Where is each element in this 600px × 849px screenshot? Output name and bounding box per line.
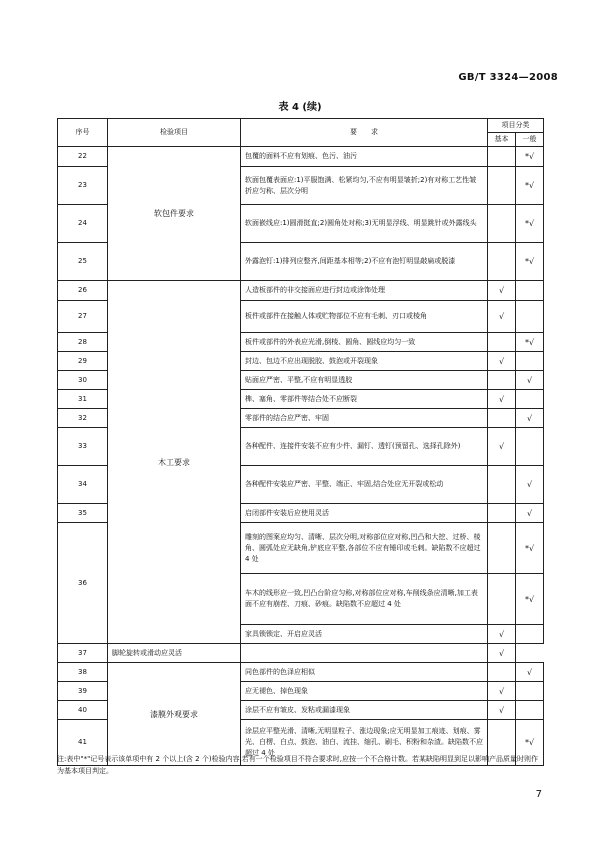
header-seq: 序号: [58, 119, 108, 147]
table-title: 表 4 (续): [278, 102, 322, 113]
general-mark: *√: [516, 205, 544, 243]
general-mark: *√: [516, 333, 544, 352]
requirement-cell: 包覆的面料不应有划痕、色污、油污: [241, 147, 488, 167]
row-number: 39: [58, 682, 108, 701]
table-row: [58, 644, 544, 663]
requirement-cell: 车木的线形应一致,凹凸台阶应匀称,对称部位应对称,车削线条应清晰,加工表面不应有崩茬、刀痕、砂痕。缺陷数不应超过 4 处: [241, 574, 488, 625]
general-mark: √: [488, 644, 516, 663]
group-label: 漆膜外观要求: [108, 663, 241, 766]
general-mark: *√: [516, 147, 544, 167]
table-row: [58, 281, 544, 301]
row-number: 38: [58, 663, 108, 682]
basic-mark: [241, 644, 488, 663]
row-number: 22: [58, 147, 108, 167]
row-number: 33: [58, 428, 108, 466]
row-number: 30: [58, 371, 108, 390]
general-mark: √: [516, 504, 544, 523]
general-mark: [516, 682, 544, 701]
basic-mark: √: [488, 390, 516, 409]
requirement-cell: 应无褪色、掉色现象: [241, 682, 488, 701]
general-mark: [516, 301, 544, 333]
basic-mark: √: [488, 352, 516, 371]
requirement-cell: 板件或部件在接触人体或贮物部位不应有毛刺、刃口或棱角: [241, 301, 488, 333]
row-number: 31: [58, 390, 108, 409]
row-number: 41: [58, 720, 108, 766]
requirement-cell: 涂层不应有皱皮、发粘或漏漆现象: [241, 701, 488, 720]
row-number: 28: [58, 333, 108, 352]
requirement-cell: 软面嵌线应:1)圆滑挺直;2)圆角处对称;3)无明显浮线、明显跳针或外露线头: [241, 205, 488, 243]
requirement-cell: 脚轮旋转或滑动应灵活: [108, 644, 241, 663]
basic-mark: [488, 504, 516, 523]
header-item: 检验项目: [108, 119, 241, 147]
inspection-table: [57, 118, 544, 766]
general-mark: [516, 390, 544, 409]
requirement-cell: 各种配件、连接件安装不应有少件、漏钉、透钉(预留孔、选择孔除外): [241, 428, 488, 466]
row-number: 23: [58, 167, 108, 205]
basic-mark: [488, 371, 516, 390]
basic-mark: √: [488, 281, 516, 301]
basic-mark: √: [488, 428, 516, 466]
table-row: [58, 147, 544, 167]
general-mark: √: [516, 371, 544, 390]
basic-mark: [488, 466, 516, 504]
requirement-cell: 各种配件安装应严密、平整、端正、牢固,结合处应无开裂或松动: [241, 466, 488, 504]
basic-mark: √: [488, 682, 516, 701]
row-number: 27: [58, 301, 108, 333]
table-footnote: 注:表中"*"记号表示该单项中有 2 个以上(含 2 个)检验内容,若有一个检验项目不符合要求时,应按一个不合格计数。若某缺陷明显到足以影响产品质量时则作为基本项目判定。: [57, 755, 539, 775]
requirement-cell: 家具锁锁定、开启应灵活: [241, 625, 488, 644]
general-mark: *√: [516, 720, 544, 766]
row-number: 32: [58, 409, 108, 428]
row-number: 40: [58, 701, 108, 720]
requirement-cell: 外露泡钉:1)排列应整齐,间距基本相等;2)不应有泡钉明显敲扁或脱漆: [241, 243, 488, 281]
requirement-cell: 板件或部件的外表应光滑,倒棱、圆角、圆线应均匀一致: [241, 333, 488, 352]
general-mark: *√: [516, 523, 544, 574]
header-category: 项目分类: [488, 119, 544, 133]
requirement-cell: 涂层应平整光滑、清晰,无明显粒子、涨边现象;应无明显加工痕迹、划痕、雾光、白楞、白点、鼓泡、油白、流挂、缩孔、刷毛、积粉和杂渣。缺陷数不应超过 4 处: [241, 720, 488, 766]
basic-mark: √: [488, 301, 516, 333]
row-number: 25: [58, 243, 108, 281]
requirement-cell: 软面包覆表面应:1)平服饱满、松紧均匀,不应有明显皱折;2)有对称工艺性皱折应匀称、层次分明: [241, 167, 488, 205]
basic-mark: [488, 409, 516, 428]
general-mark: [516, 281, 544, 301]
general-mark: *√: [516, 167, 544, 205]
row-number: 29: [58, 352, 108, 371]
basic-mark: [488, 523, 516, 574]
table-row: [58, 663, 544, 682]
row-number: 34: [58, 466, 108, 504]
row-number: 35: [58, 504, 108, 523]
header-requirement: 要 求: [241, 119, 488, 147]
group-label: 软包件要求: [108, 147, 241, 281]
basic-mark: √: [488, 625, 516, 644]
requirement-cell: 零部件的结合应严密、牢固: [241, 409, 488, 428]
basic-mark: [488, 333, 516, 352]
requirement-cell: 人造板部件的非交接面应进行封边或涂饰处理: [241, 281, 488, 301]
general-mark: [516, 428, 544, 466]
general-mark: √: [516, 663, 544, 682]
standard-code: GB/T 3324—2008: [458, 72, 558, 83]
general-mark: *√: [516, 243, 544, 281]
page-number: 7: [535, 789, 542, 800]
row-number: 37: [58, 644, 108, 663]
basic-mark: [488, 574, 516, 625]
general-mark: [516, 352, 544, 371]
requirement-cell: 贴面应严密、平整,不应有明显透胶: [241, 371, 488, 390]
requirement-cell: 榫、塞角、零部件等结合处不应断裂: [241, 390, 488, 409]
basic-mark: [488, 243, 516, 281]
basic-mark: √: [488, 701, 516, 720]
general-mark: √: [516, 466, 544, 504]
header-basic: 基本: [488, 133, 516, 147]
requirement-cell: 同色部件的色泽应相似: [241, 663, 488, 682]
requirement-cell: 启闭部件安装后应使用灵活: [241, 504, 488, 523]
group-label: 木工要求: [108, 281, 241, 644]
requirement-cell: 封边、包边不应出现脱胶、鼓泡或开裂现象: [241, 352, 488, 371]
row-number: 36: [58, 523, 108, 644]
general-mark: √: [516, 409, 544, 428]
basic-mark: [488, 167, 516, 205]
row-number: 26: [58, 281, 108, 301]
general-mark: *√: [516, 574, 544, 625]
basic-mark: [488, 205, 516, 243]
general-mark: [516, 625, 544, 644]
requirement-cell: 雕刻的图案应均匀、清晰、层次分明,对称部位应对称,凹凸和大挖、过桥、棱角、圆弧处应无缺角,铲底应平整,各部位不应有锤印或毛刺。缺陷数不应超过 4 处: [241, 523, 488, 574]
basic-mark: [488, 663, 516, 682]
row-number: 24: [58, 205, 108, 243]
general-mark: [516, 701, 544, 720]
basic-mark: [488, 147, 516, 167]
header-general: 一般: [516, 133, 544, 147]
